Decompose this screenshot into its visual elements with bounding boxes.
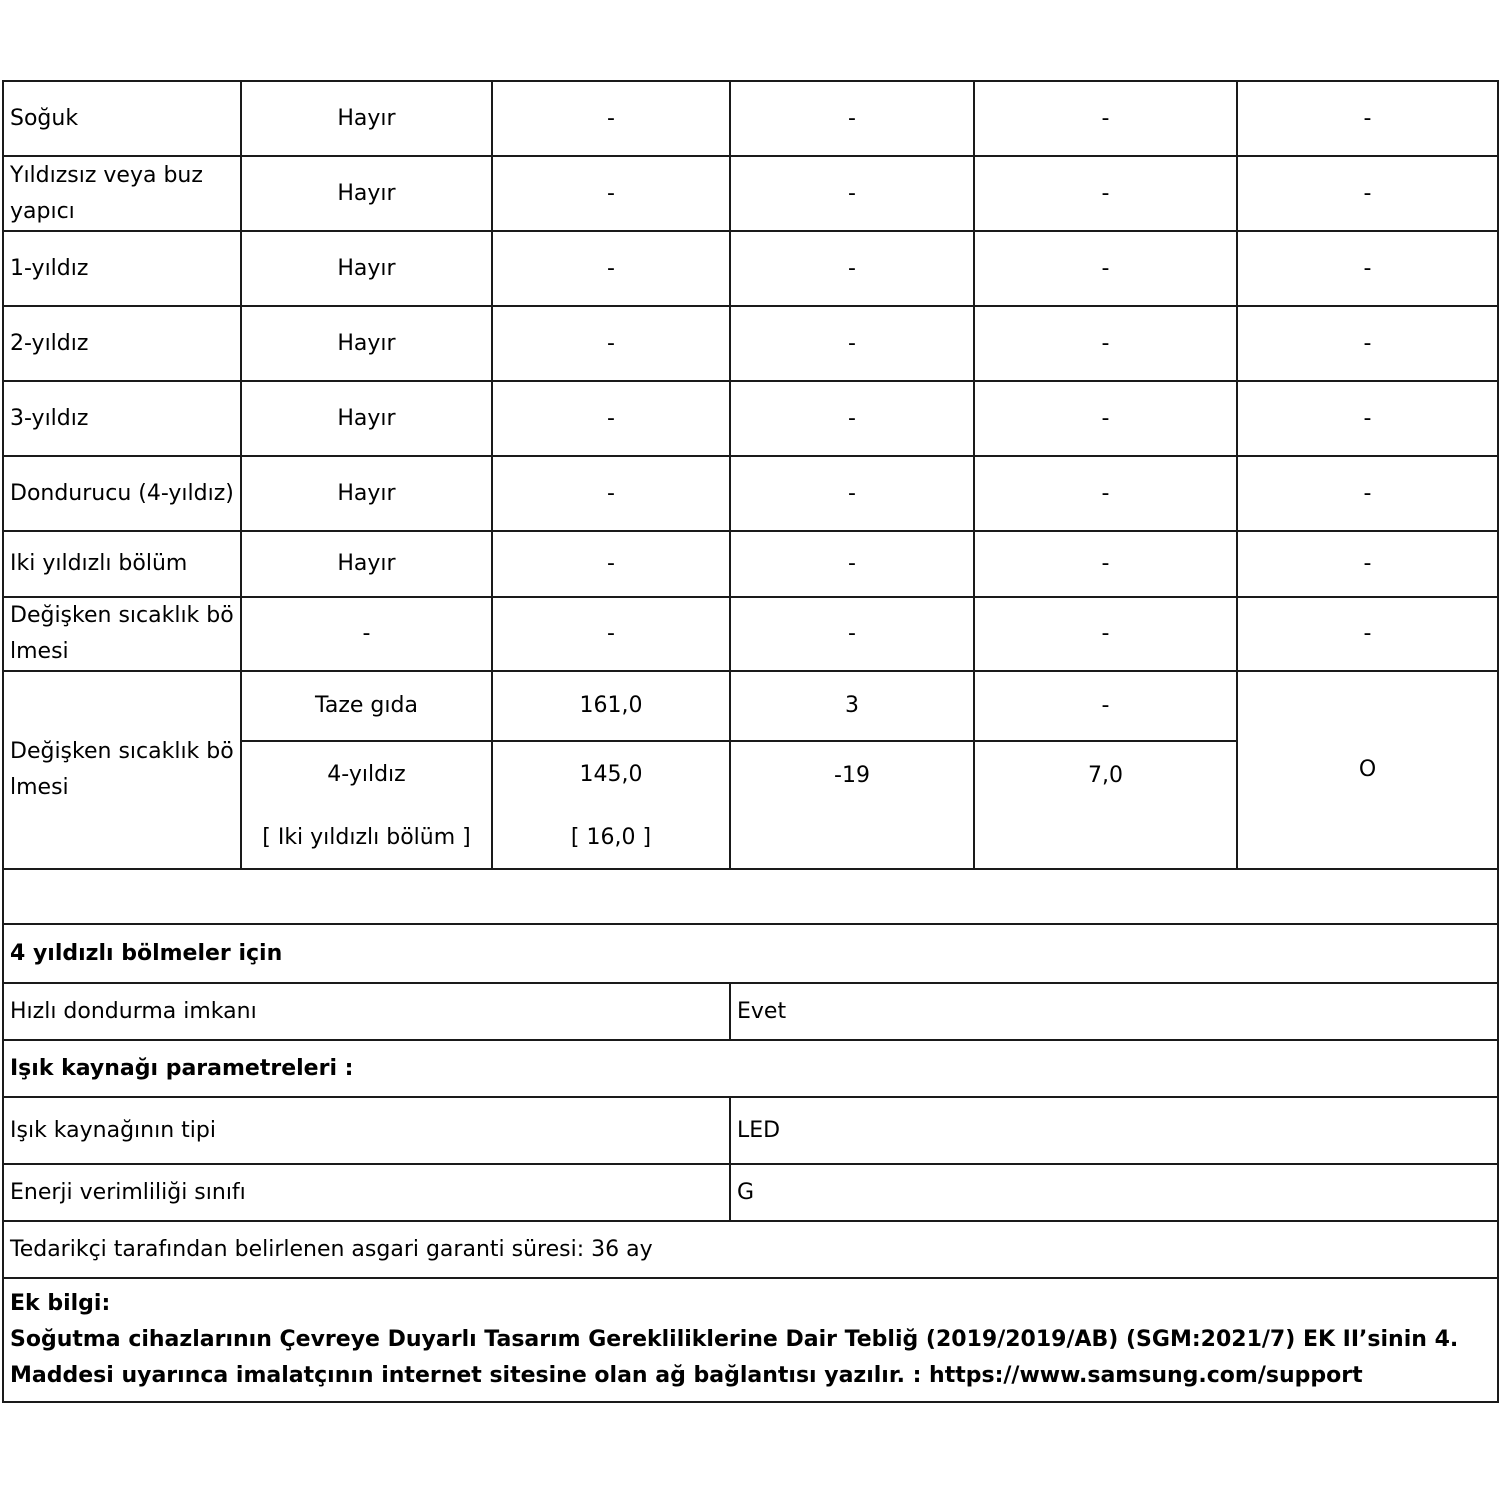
cell: -	[730, 381, 974, 456]
row-label: Değişken sıcaklık bö lmesi	[3, 597, 241, 671]
cell: 7,0	[974, 741, 1237, 869]
cell: -	[730, 306, 974, 381]
cell: -	[974, 231, 1237, 306]
cell: 161,0	[492, 671, 730, 741]
warranty-text: Tedarikçi tarafından belirlenen asgari garanti süresi: 36 ay	[3, 1221, 1498, 1278]
cell: -	[730, 456, 974, 531]
cell: Hayır	[241, 306, 492, 381]
table-row	[3, 869, 1498, 924]
table-row	[3, 81, 1498, 156]
cell: Hayır	[241, 381, 492, 456]
cell: -	[730, 531, 974, 597]
table-row	[3, 1221, 1498, 1278]
cell: -	[1237, 156, 1498, 231]
cell: -	[492, 81, 730, 156]
table-row	[3, 531, 1498, 597]
table-row	[3, 456, 1498, 531]
cell: Hayır	[241, 531, 492, 597]
row-label: Hızlı dondurma imkanı	[3, 983, 730, 1040]
table-row	[3, 306, 1498, 381]
cell: -	[730, 597, 974, 671]
section-heading: Işık kaynağı parametreleri :	[3, 1040, 1498, 1097]
table-row	[3, 983, 1498, 1040]
cell: Taze gıda	[241, 671, 492, 741]
cell: -	[730, 231, 974, 306]
table-row	[3, 1097, 1498, 1164]
cell: Hayır	[241, 81, 492, 156]
cell: -	[1237, 81, 1498, 156]
empty-row	[3, 869, 1498, 924]
cell: -	[1237, 306, 1498, 381]
cell: -	[974, 597, 1237, 671]
cell: G	[730, 1164, 1498, 1221]
cell: -	[974, 531, 1237, 597]
table-row	[3, 924, 1498, 983]
cell: -	[974, 156, 1237, 231]
cell: -	[492, 456, 730, 531]
row-label: Soğuk	[3, 81, 241, 156]
cell: 4-yıldız	[241, 741, 492, 808]
table-row	[3, 156, 1498, 231]
cell: -	[492, 306, 730, 381]
cell: -	[1237, 456, 1498, 531]
extra-info-text: Soğutma cihazlarının Çevreye Duyarlı Tasarım Gerekliliklerine Dair Tebliğ (2019/2019/AB) (SGM:2021/7) EK II’sinin 4. Maddesi uyarınca imalatçının internet sitesine olan ağ bağlantısı yazılır. : https://www.samsung.com/support	[10, 1327, 1459, 1388]
cell: -	[1237, 381, 1498, 456]
row-label: 1-yıldız	[3, 231, 241, 306]
cell: -	[492, 597, 730, 671]
cell: [ Iki yıldızlı bölüm ]	[241, 808, 492, 869]
variable-compartment-section	[3, 671, 1498, 869]
cell: -	[974, 381, 1237, 456]
table-row	[3, 231, 1498, 306]
cell: -	[974, 456, 1237, 531]
cell: -	[1237, 231, 1498, 306]
table-row	[3, 1040, 1498, 1097]
cell: Hayır	[241, 456, 492, 531]
summary-section	[3, 869, 1498, 1402]
table-row	[3, 1278, 1498, 1402]
cell: -	[492, 381, 730, 456]
spec-table-container	[2, 80, 1497, 1403]
cell: Evet	[730, 983, 1498, 1040]
cell: O	[1237, 671, 1498, 869]
extra-info-heading: Ek bilgi:	[10, 1291, 111, 1316]
cell: -19	[730, 741, 974, 869]
cell: 145,0	[492, 741, 730, 808]
cell: LED	[730, 1097, 1498, 1164]
row-label: Yıldızsız veya buz yapıcı	[3, 156, 241, 231]
cell: -	[974, 671, 1237, 741]
cell: [ 16,0 ]	[492, 808, 730, 869]
cell: -	[492, 231, 730, 306]
cell: -	[492, 156, 730, 231]
cell: Hayır	[241, 156, 492, 231]
table-row	[3, 671, 1498, 741]
cell: Hayır	[241, 231, 492, 306]
compartment-rows	[3, 81, 1498, 671]
cell: -	[974, 306, 1237, 381]
cell: -	[241, 597, 492, 671]
table-row	[3, 1164, 1498, 1221]
cell: -	[1237, 597, 1498, 671]
table-row	[3, 597, 1498, 671]
extra-info-cell	[3, 1278, 1498, 1402]
table-row	[3, 381, 1498, 456]
cell: -	[492, 531, 730, 597]
spec-table	[2, 80, 1499, 1403]
row-label: 2-yıldız	[3, 306, 241, 381]
row-label: Işık kaynağının tipi	[3, 1097, 730, 1164]
row-label: Iki yıldızlı bölüm	[3, 531, 241, 597]
cell: 3	[730, 671, 974, 741]
cell: -	[730, 81, 974, 156]
cell: -	[1237, 531, 1498, 597]
row-label: Enerji verimliliği sınıfı	[3, 1164, 730, 1221]
section-heading: 4 yıldızlı bölmeler için	[3, 924, 1498, 983]
row-label: Dondurucu (4-yıldız)	[3, 456, 241, 531]
variable-section-label: Değişken sıcaklık bö lmesi	[3, 671, 241, 869]
cell: -	[730, 156, 974, 231]
row-label: 3-yıldız	[3, 381, 241, 456]
cell: -	[974, 81, 1237, 156]
